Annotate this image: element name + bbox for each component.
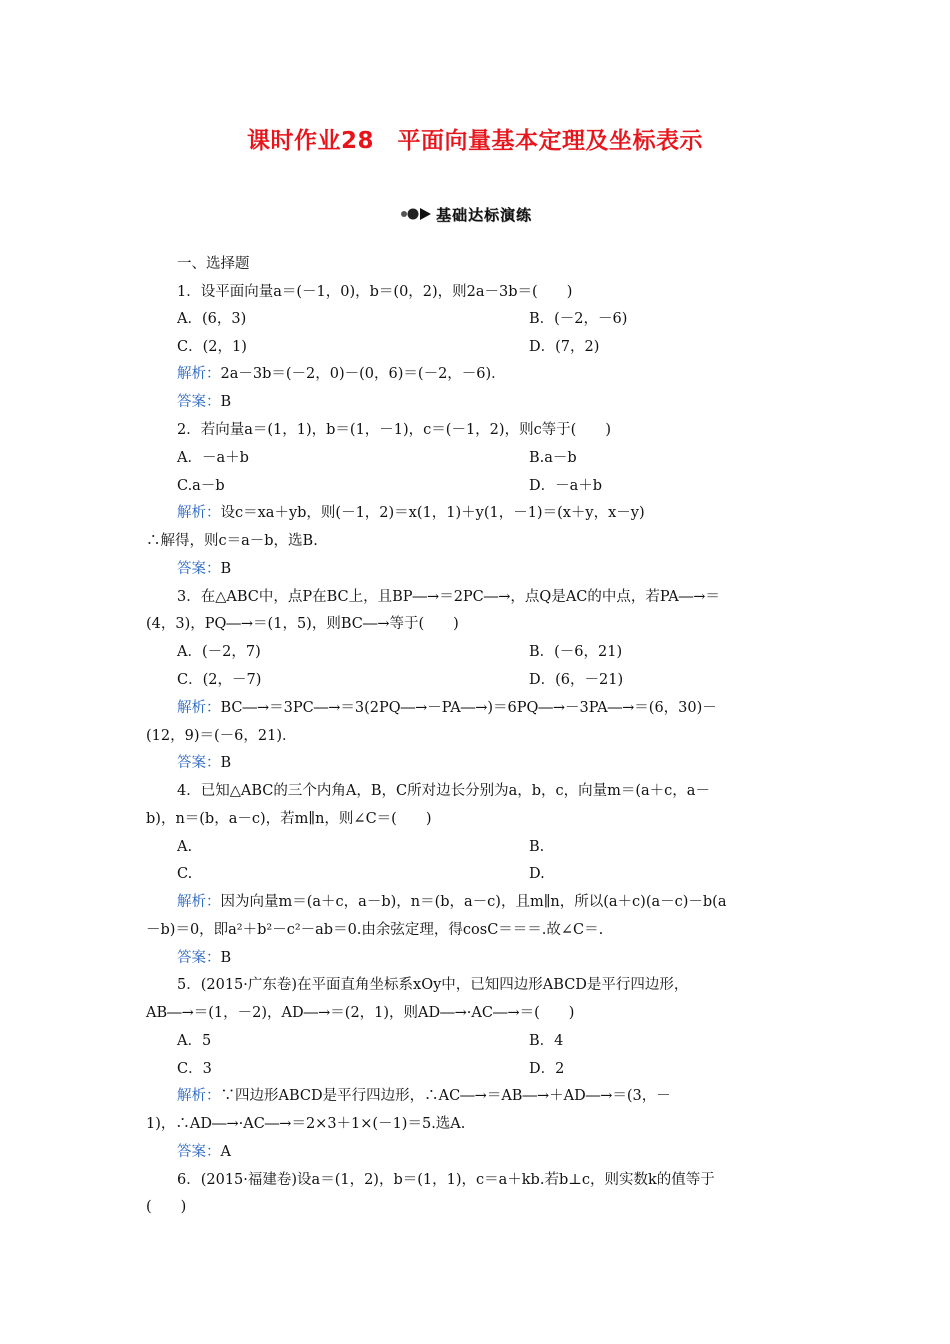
analysis-text: 2a－3b＝(－2，0)－(0，6)＝(－2，－6)． [220, 366, 506, 382]
question-1-option-b: B．(－2，－6) [529, 311, 628, 327]
question-3-option-d: D．(6，－21) [529, 672, 624, 688]
question-1-answer [177, 391, 231, 413]
analysis-text: BC―→＝3PC―→＝3(2PQ―→－PA―→)＝6PQ―→－3PA―→＝(6，30)－ [220, 700, 717, 716]
question-5-stem: 5．(2015·广东卷)在平面直角坐标系xOy中，已知四边形ABCD是平行四边形， [177, 977, 689, 993]
answer-label: 答案： [177, 394, 221, 410]
question-6-stem: 6．(2015·福建卷)设a＝(1，2)，b＝(1，1)，c＝a＋kb.若b⊥c，则实数k的值等于 [177, 1172, 715, 1188]
banner-text: 基础达标演练 [436, 205, 533, 224]
question-3-option-c: C．(2，－7) [177, 672, 262, 688]
answer-value: B [220, 755, 232, 771]
analysis-label: 解析： [177, 1088, 221, 1104]
analysis-label: 解析： [177, 700, 221, 716]
question-5-option-d: D．2 [529, 1061, 565, 1077]
question-1-stem: 1．设平面向量a＝(－1，0)，b＝(0，2)，则2a－3b＝( ) [177, 284, 573, 300]
analysis-text: 因为向量m＝(a＋c，a－b)，n＝(b，a－c)，且m∥n，所以(a＋c)(a－c)－b(a [220, 894, 727, 910]
question-4-option-c: C. [177, 866, 193, 882]
question-4-option-a: A. [177, 839, 193, 855]
analysis-text: 设c＝xa＋yb，则(－1，2)＝x(1，1)＋y(1，－1)＝(x＋y，x－y) [220, 505, 645, 521]
question-3-option-a: A．(－2，7) [177, 644, 261, 660]
answer-value: B [220, 561, 232, 577]
banner-arrow-icon [400, 206, 434, 222]
answer-label: 答案： [177, 950, 221, 966]
question-5-answer [177, 1141, 231, 1163]
question-1-option-a: A．(6，3) [177, 311, 247, 327]
answer-value: B [220, 394, 232, 410]
question-3-analysis [177, 697, 717, 719]
answer-label: 答案： [177, 1144, 221, 1160]
question-5-analysis [177, 1085, 671, 1107]
question-6-stem-cont: ( ) [146, 1199, 187, 1215]
question-3-stem-cont: (4，3)，PQ―→＝(1，5)，则BC―→等于( ) [146, 616, 459, 632]
page-title: 课时作业28 平面向量基本定理及坐标表示 [246, 128, 703, 154]
question-5-option-c: C．3 [177, 1061, 212, 1077]
question-3-analysis-cont: (12，9)＝(－6，21)． [146, 728, 297, 744]
question-2-analysis [177, 502, 645, 524]
question-3-stem: 3．在△ABC中，点P在BC上，且BP―→＝2PC―→，点Q是AC的中点，若PA―→＝ [177, 589, 720, 605]
analysis-text: ∵四边形ABCD是平行四边形，∴AC―→＝AB―→＋AD―→＝(3，－ [220, 1088, 671, 1104]
answer-value: B [220, 950, 232, 966]
question-2-answer [177, 558, 231, 580]
question-4-analysis [177, 891, 726, 913]
question-1-analysis [177, 363, 506, 385]
question-4-analysis-cont: －b)＝0，即a²＋b²－c²－ab＝0.由余弦定理，得cosC＝＝＝.故∠C＝. [146, 922, 604, 938]
answer-label: 答案： [177, 561, 221, 577]
answer-label: 答案： [177, 755, 221, 771]
question-3-answer [177, 752, 231, 774]
question-1-option-d: D．(7，2) [529, 339, 600, 355]
question-1-option-c: C．(2，1) [177, 339, 247, 355]
question-4-stem: 4．已知△ABC的三个内角A，B，C所对边长分别为a，b，c，向量m＝(a＋c，a－ [177, 783, 710, 799]
question-2-option-a: A．－a＋b [177, 450, 249, 466]
section-banner [400, 203, 532, 225]
answer-value: A [220, 1144, 231, 1160]
analysis-label: 解析： [177, 366, 221, 382]
question-4-option-d: D. [529, 866, 545, 882]
section-heading: 一、选择题 [177, 256, 250, 272]
question-2-analysis-cont: ∴解得，则c＝a－b，选B. [146, 533, 318, 549]
question-2-option-d: D．－a＋b [529, 478, 603, 494]
question-2-option-b: B.a－b [529, 450, 577, 466]
question-5-option-a: A．5 [177, 1033, 212, 1049]
analysis-label: 解析： [177, 505, 221, 521]
question-4-stem-cont: b)，n＝(b，a－c)，若m∥n，则∠C＝( ) [146, 811, 432, 827]
question-2-option-c: C.a－b [177, 478, 225, 494]
question-5-stem-cont: AB―→＝(1，－2)，AD―→＝(2，1)，则AD―→·AC―→＝( ) [146, 1005, 575, 1021]
question-5-analysis-cont: 1)，∴AD―→·AC―→＝2×3＋1×(－1)＝5.选A. [146, 1116, 466, 1132]
question-3-option-b: B．(－6，21) [529, 644, 623, 660]
question-4-answer [177, 947, 231, 969]
question-4-option-b: B. [529, 839, 545, 855]
analysis-label: 解析： [177, 894, 221, 910]
question-5-option-b: B．4 [529, 1033, 564, 1049]
question-2-stem: 2．若向量a＝(1，1)，b＝(1，－1)，c＝(－1，2)，则c等于( ) [177, 422, 611, 438]
